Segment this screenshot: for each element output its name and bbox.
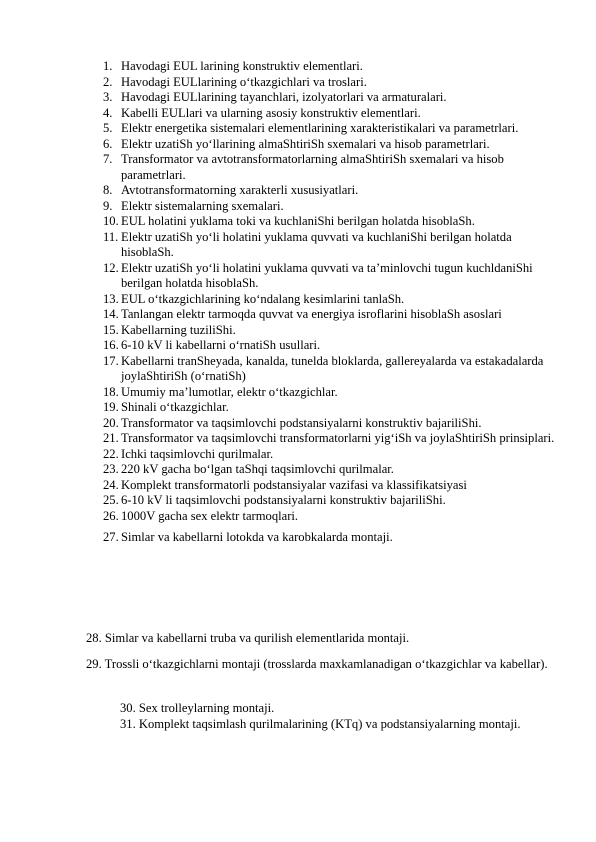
list-item [103,214,555,230]
list-item-text: Kabellarni tranSheyada, kanalda, tunelda bloklarda, gallereyalarda va estakadalarda joylaShtiriSh (o‘rnatiSh) [121,353,544,383]
list-item-text: EUL holatini yuklama toki va kuchlaniShi berilgan holatda hisoblaSh. [121,214,475,228]
list-item-text: Shinali o‘tkazgichlar. [121,400,229,414]
list-item [103,261,555,292]
list-item [103,354,555,385]
list-item-number: 27. [103,530,119,544]
list-item [103,338,555,354]
list-item [103,400,555,416]
list-item [103,385,555,401]
list-item-text: 1000V gacha sex elektr tarmoqlari. [121,508,299,523]
list-item [103,509,555,525]
list-item-number: 8. [103,183,113,197]
list-item-number: 6. [103,136,113,151]
list-item-number: 22. [103,446,119,461]
list-item: 30. Sex trolleylarning montaji. [120,701,275,715]
list-item-number: 19. [103,400,119,414]
list-item-text: 28. Simlar va kabellarni truba va qurilish elementlarida montaji. [86,631,410,645]
list-item [103,323,555,339]
topic-list [103,59,555,546]
list-item-number: 13. [103,291,119,306]
list-item-number: 20. [103,415,119,430]
list-item-text: EUL o‘tkazgichlarining ko‘ndalang kesimlarini tanlaSh. [121,291,405,306]
list-item [103,530,555,546]
list-item-text: 6-10 kV li kabellarni o‘rnatiSh usullari. [121,338,321,352]
list-item-number: 21. [103,431,119,445]
list-item-text: Transformator va avtotransformatorlarning almaShtiriSh sxemalari va hisob parametrlari. [121,152,504,182]
list-item-text: Elektr uzatiSh yo‘li holatini yuklama quvvati va ta’minlovchi tugun kuchldaniShi berilgan holatda hisoblaSh. [121,260,533,290]
list-item-text: Havodagi EULlarining o‘tkazgichlari va troslari. [121,74,367,89]
list-item-text: Havodagi EULlarining tayanchlari, izolyatorlari va armaturalari. [121,90,447,104]
list-item [103,152,555,183]
list-item-text: Umumiy ma’lumotlar, elektr o‘tkazgichlar. [121,384,338,399]
list-item [103,137,555,153]
list-item-text: 220 kV gacha bo‘lgan taShqi taqsimlovchi qurilmalar. [121,462,394,476]
list-item-text: 6-10 kV li taqsimlovchi podstansiyalarni konstruktiv bajariliShi. [121,493,446,507]
list-item-text: Elektr uzatiSh yo‘llarining almaShtiriSh sxemalari va hisob parametrlari. [121,136,490,151]
list-item: 31. Komplekt taqsimlash qurilmalarining (KTq) va podstansiyalarning montaji. [120,716,521,731]
list-item [103,106,555,122]
list-item-number: 4. [103,105,113,120]
list-item-text: Simlar va kabellarni lotokda va karobkalarda montaji. [121,530,393,544]
list-item-number: 18. [103,384,119,399]
list-item-number: 25. [103,493,119,507]
list-item-text: Elektr sistemalarning sxemalari. [121,198,284,213]
topic-list-continued [120,701,550,732]
list-item-number: 1. [103,59,113,73]
list-item [103,90,555,106]
list-item-text: Avtotransformatorning xarakterli xususiyatlari. [121,183,359,197]
list-item-number: 12. [103,260,119,275]
list-item-29 [86,657,556,673]
list-item [103,292,555,308]
list-item-text: Komplekt transformatorli podstansiyalar vazifasi va klassifikatsiyasi [121,477,467,492]
list-item [103,183,555,199]
list-item-number: 10. [103,214,119,228]
list-item-number: 11. [103,229,119,244]
list-item-text: Kabelli EULlari va ularning asosiy konstruktiv elementlari. [121,105,421,120]
list-item-text: Transformator va taqsimlovchi podstansiyalarni konstruktiv bajariliShi. [121,415,482,430]
list-item [103,416,555,432]
list-item-28 [86,631,556,647]
list-item [103,478,555,494]
list-item-text: Havodagi EUL larining konstruktiv elementlari. [121,59,363,73]
list-item-number: 23. [103,462,119,476]
list-item-number: 24. [103,477,119,492]
list-item-text: Transformator va taqsimlovchi transformatorlarni yig‘iSh va joylaShtiriSh prinsiplari. [121,431,555,445]
list-item-text: Elektr energetika sistemalari elementlarining xarakteristikalari va parametrlari. [121,121,519,135]
list-item-number: 7. [103,152,113,166]
list-item-number: 9. [103,198,113,213]
list-item-text: 29. Trossli o‘tkazgichlarni montaji (trosslarda maxkamlanadigan o‘tkazgichlar va kabellar). [86,657,548,671]
list-item-text: Tanlangan elektr tarmoqda quvvat va energiya isroflarini hisoblaSh asoslari [121,307,502,321]
list-item-number: 14. [103,307,119,321]
list-item [103,75,555,91]
list-item-number: 3. [103,90,113,104]
list-item-text: Ichki taqsimlovchi qurilmalar. [121,446,274,461]
list-item-number: 17. [103,353,119,368]
list-item [103,447,555,463]
list-item [103,307,555,323]
list-item [103,230,555,261]
list-item-text: Kabellarning tuziliShi. [121,322,236,337]
list-item [103,431,555,447]
list-item-number: 15. [103,322,119,337]
list-item-number: 16. [103,338,119,352]
list-item [103,462,555,478]
list-item [103,199,555,215]
list-item [103,121,555,137]
list-item [103,59,555,75]
list-item [103,493,555,509]
list-item-text: Elektr uzatiSh yo‘li holatini yuklama quvvati va kuchlaniShi berilgan holatda hisoblaSh. [121,229,512,259]
list-item-number: 5. [103,121,113,135]
list-item-number: 26. [103,508,119,523]
list-item-number: 2. [103,74,113,89]
